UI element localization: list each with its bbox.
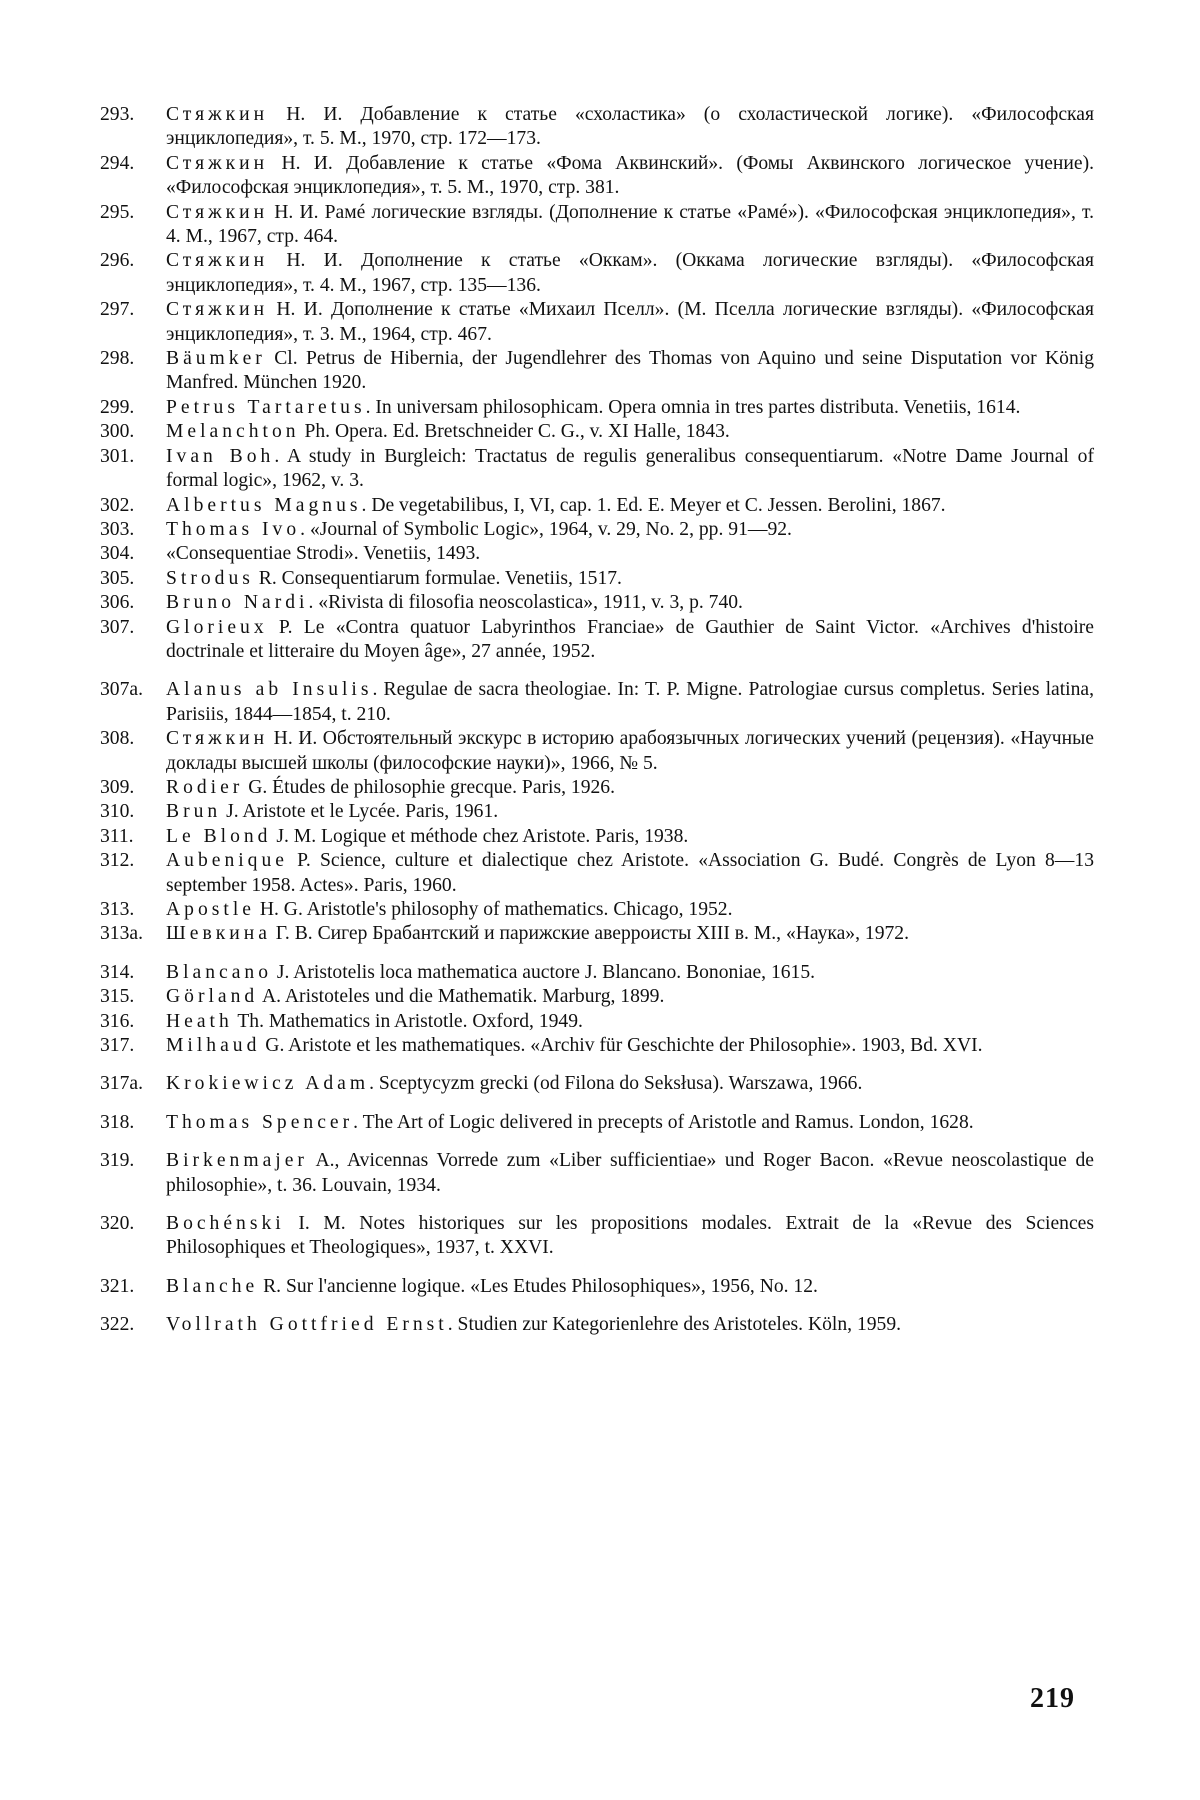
- bib-entry: [100, 961, 1094, 985]
- entry-number: 317.: [100, 1035, 135, 1057]
- entry-text: Г. В. Сигер Брабантский и парижские аверроисты XIII в. М., «Наука», 1972.: [270, 923, 909, 945]
- entry-author: Thomas Spencer: [166, 1111, 354, 1133]
- entry-text: . Studien zur Kategorienlehre des Aristoteles. Köln, 1959.: [447, 1314, 902, 1336]
- entry-number: 305.: [100, 567, 135, 589]
- entry-text: . «Rivista di filosofia neoscolastica», 1911, v. 3, p. 740.: [308, 592, 743, 614]
- entry-number: 301.: [100, 445, 135, 467]
- bib-entry: [100, 249, 1094, 298]
- bib-entry: [100, 727, 1094, 776]
- entry-number: 295.: [100, 201, 135, 223]
- entry-number: 313a.: [100, 923, 143, 945]
- entry-author: Ivan Boh: [166, 445, 275, 467]
- bib-entry: [100, 1313, 1094, 1337]
- entry-text: . «Journal of Symbolic Logic», 1964, v. 29, No. 2, pp. 91—92.: [300, 518, 792, 540]
- page-number: 219: [1030, 1683, 1075, 1714]
- entry-text: Cl. Petrus de Hibernia, der Jugendlehrer des Thomas von Aquino und seine Disputation vor König Manfred. München 1920.: [166, 348, 1094, 394]
- entry-author: Aubenique: [166, 850, 288, 872]
- bib-entry: [100, 103, 1094, 152]
- bib-entry: [100, 849, 1094, 898]
- entry-number: 293.: [100, 104, 135, 125]
- entry-number: 315.: [100, 986, 135, 1008]
- bib-entry: [100, 420, 1094, 444]
- entry-author: Шевкина: [166, 923, 271, 945]
- entry-text: G. Aristote et les mathematiques. «Archiv für Geschichte der Philosophie». 1903, Bd. XVI.: [260, 1035, 983, 1057]
- bib-entry: [100, 298, 1094, 347]
- entry-number: 294.: [100, 152, 135, 174]
- entry-text: . The Art of Logic delivered in precepts of Aristotle and Ramus. London, 1628.: [353, 1111, 974, 1133]
- entry-author: Bäumker: [166, 348, 266, 370]
- entry-number: 312.: [100, 850, 135, 872]
- entry-author: Стяжкин: [166, 299, 269, 321]
- bib-entry: [100, 542, 1094, 566]
- entry-author: Bruno Nardi: [166, 592, 309, 614]
- entry-text: Ph. Opera. Ed. Bretschneider C. G., v. XI Halle, 1843.: [299, 421, 730, 443]
- bib-entry: [100, 494, 1094, 518]
- entry-text: R. Consequentiarum formulae. Venetiis, 1517.: [253, 567, 622, 589]
- entry-number: 300.: [100, 421, 135, 443]
- entry-author: Thomas Ivo: [166, 518, 301, 540]
- entry-text: I. M. Notes historiques sur les propositions modales. Extrait de la «Revue des Sciences Philosophiques et Theologiques», 1937, t. XXVI.: [166, 1213, 1094, 1259]
- entry-author: Le Blond: [166, 825, 272, 847]
- bib-entry: [100, 396, 1094, 420]
- entry-text: . Regulae de sacra theologiae. In: T. P. Migne. Patrologiae cursus completus. Series latina, Parisiis, 1844—1854, t. 210.: [166, 679, 1094, 725]
- entry-number: 302.: [100, 494, 135, 516]
- entry-text: . A study in Burgleich: Tractatus de regulis generalibus consequentiarum. «Notre Dame Journal of formal logic», 1962, v. 3.: [166, 445, 1094, 492]
- bib-entry: [100, 567, 1094, 591]
- bib-entry: [100, 898, 1094, 922]
- bib-entry: [100, 678, 1094, 727]
- entry-author: Rodier: [166, 776, 244, 798]
- bib-entry: [100, 152, 1094, 201]
- bib-entry: [100, 1010, 1094, 1034]
- entry-text: A. Aristoteles und die Mathematik. Marburg, 1899.: [258, 986, 665, 1008]
- bib-entry: [100, 591, 1094, 615]
- bib-entry: [100, 922, 1094, 946]
- entry-number: 311.: [100, 825, 134, 847]
- entry-author: Blanche: [166, 1275, 259, 1297]
- entry-text: Н. И. Рамé логические взгляды. (Дополнение к статье «Рамé»). «Философская энциклопедия», т. 4. М., 1967, стр. 464.: [166, 201, 1094, 248]
- entry-author: Стяжкин: [166, 201, 269, 223]
- bib-entry: [100, 445, 1094, 494]
- entry-text: R. Sur l'ancienne logique. «Les Etudes Philosophiques», 1956, No. 12.: [258, 1275, 818, 1297]
- entry-number: 314.: [100, 961, 135, 983]
- entry-text: Н. И. Дополнение к статье «Оккам». (Оккама логические взгляды). «Философская энциклопедия», т. 4. М., 1967, стр. 135—136.: [166, 250, 1094, 296]
- entry-number: 321.: [100, 1275, 135, 1297]
- entry-number: 296.: [100, 250, 135, 272]
- entry-text: Th. Mathematics in Aristotle. Oxford, 1949.: [232, 1010, 583, 1032]
- bibliography-list: [100, 103, 1094, 1338]
- bib-entry: [100, 616, 1094, 665]
- entry-text: . In universam philosophicam. Opera omnia in tres partes distributa. Venetiis, 1614.: [365, 396, 1021, 418]
- entry-author: Petrus Tartaretus: [166, 396, 366, 418]
- entry-author: Brun: [166, 801, 222, 823]
- bib-entry: [100, 1212, 1094, 1261]
- entry-number: 297.: [100, 299, 135, 321]
- entry-author: Apostle: [166, 899, 255, 920]
- bib-entry: [100, 1149, 1094, 1198]
- entry-number: 317a.: [100, 1073, 143, 1095]
- entry-author: Glorieux: [166, 616, 268, 638]
- entry-author: Vollrath Gottfried Ernst: [166, 1314, 448, 1336]
- entry-number: 313.: [100, 899, 135, 920]
- entry-number: 307a.: [100, 679, 143, 701]
- entry-number: 298.: [100, 348, 135, 370]
- bib-entry: [100, 1034, 1094, 1058]
- entry-author: Bochénski: [166, 1213, 285, 1235]
- entry-author: Melanchton: [166, 421, 300, 443]
- bib-entry: [100, 1275, 1094, 1299]
- entry-text: Н. И. Обстоятельный экскурс в историю арабоязычных логических учений (рецензия). «Научные доклады высшей школы (философские науки)», 1966, № 5.: [166, 728, 1094, 774]
- entry-text: . Sceptycyzm grecki (od Filona do Seksłusa). Warszawa, 1966.: [369, 1073, 863, 1095]
- entry-number: 307.: [100, 616, 135, 638]
- entry-number: 322.: [100, 1314, 135, 1336]
- entry-author: Стяжкин: [166, 104, 269, 125]
- entry-number: 318.: [100, 1111, 135, 1133]
- entry-text: P. Science, culture et dialectique chez Aristote. «Association G. Budé. Congrès de Lyon 8—13 september 1958. Actes». Paris, 1960.: [166, 850, 1094, 896]
- entry-author: Стяжкин: [166, 152, 269, 174]
- entry-author: Krokiewicz Adam: [166, 1073, 370, 1095]
- entry-number: 304.: [100, 543, 135, 565]
- entry-number: 310.: [100, 801, 135, 823]
- entry-author: Стяжкин: [166, 250, 269, 272]
- entry-number: 299.: [100, 396, 135, 418]
- bib-entry: [100, 518, 1094, 542]
- entry-author: Blancano: [166, 961, 272, 983]
- bib-entry: [100, 825, 1094, 849]
- entry-text: . De vegetabilibus, I, VI, cap. 1. Ed. E. Meyer et C. Jessen. Berolini, 1867.: [361, 494, 946, 516]
- entry-number: 320.: [100, 1213, 135, 1235]
- entry-number: 303.: [100, 518, 135, 540]
- bib-entry: [100, 1072, 1094, 1096]
- entry-author: Birkenmajer: [166, 1150, 308, 1172]
- entry-author: Görland: [166, 986, 259, 1008]
- entry-number: 306.: [100, 592, 135, 614]
- entry-author: Heath: [166, 1010, 233, 1032]
- entry-author: Alanus ab Insulis: [166, 679, 373, 701]
- entry-text: P. Le «Contra quatuor Labyrinthos Franciae» de Gauthier de Saint Victor. «Archives d'histoire doctrinale et litteraire du Moyen âge», 27 année, 1952.: [166, 616, 1094, 662]
- entry-author: Стяжкин: [166, 728, 269, 750]
- entry-text: Н. И. Добавление к статье «схоластика» (о схоластической логике). «Философская энциклопедия», т. 5. М., 1970, стр. 172—173.: [166, 104, 1094, 150]
- entry-author: Milhaud: [166, 1035, 261, 1057]
- entry-text: Н. И. Добавление к статье «Фома Аквинский». (Фомы Аквинского логическое учение). «Философская энциклопедия», т. 5. М., 1970, стр. 381.: [166, 152, 1094, 199]
- entry-text: G. Études de philosophie grecque. Paris, 1926.: [243, 776, 615, 798]
- bib-entry: [100, 1111, 1094, 1135]
- bib-entry: [100, 800, 1094, 824]
- entry-author: Strodus: [166, 567, 254, 589]
- bib-entry: [100, 347, 1094, 396]
- entry-number: 316.: [100, 1010, 135, 1032]
- entry-text: «Consequentiae Strodi». Venetiis, 1493.: [166, 543, 481, 565]
- entry-text: J. Aristote et le Lycée. Paris, 1961.: [221, 801, 499, 823]
- entry-number: 309.: [100, 776, 135, 798]
- entry-text: H. G. Aristotle's philosophy of mathematics. Chicago, 1952.: [254, 899, 733, 920]
- entry-text: J. Aristotelis loca mathematica auctore J. Blancano. Bononiae, 1615.: [272, 961, 816, 983]
- entry-text: Н. И. Дополнение к статье «Михаил Пселл». (М. Пселла логические взгляды). «Философская энциклопедия», т. 3. М., 1964, стр. 467.: [166, 299, 1094, 345]
- entry-author: Albertus Magnus: [166, 494, 362, 516]
- entry-text: J. M. Logique et méthode chez Aristote. Paris, 1938.: [271, 825, 689, 847]
- bib-entry: [100, 776, 1094, 800]
- entry-number: 319.: [100, 1150, 135, 1172]
- bib-entry: [100, 985, 1094, 1009]
- entry-number: 308.: [100, 728, 135, 750]
- entry-text: A., Avicennas Vorrede zum «Liber sufficientiae» und Roger Bacon. «Revue neoscolastique de philosophie», t. 36. Louvain, 1934.: [166, 1150, 1094, 1196]
- bib-entry: [100, 201, 1094, 250]
